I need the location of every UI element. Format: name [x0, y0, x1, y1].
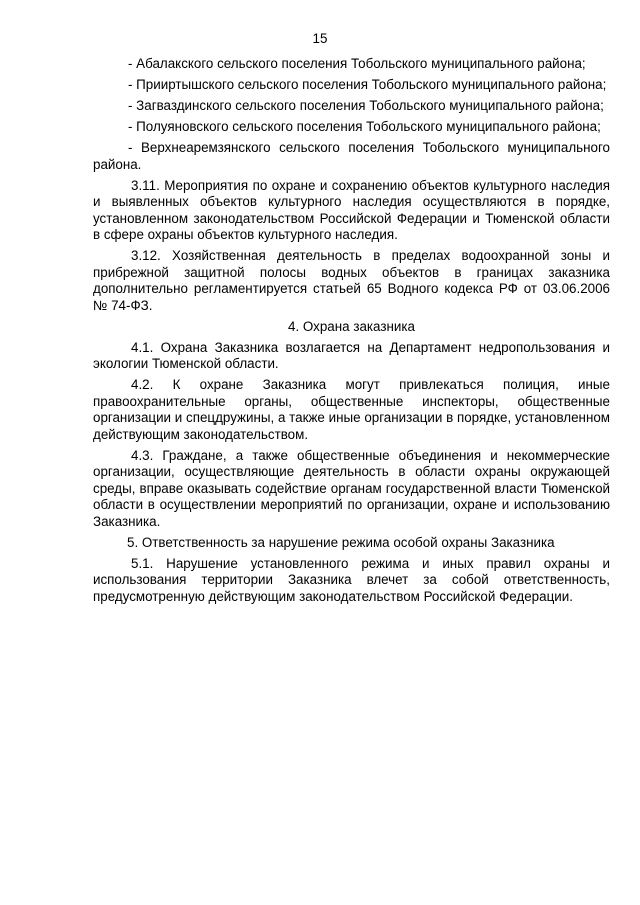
- document-body: [93, 56, 610, 610]
- paragraph-3-11: 3.11. Мероприятия по охране и сохранению объектов культурного наследия и выявленных объектов культурного наследия осуществляются в порядке, установленном законодательством Российской Федерации и Тюменской области в сфере охраны объектов культурного наследия.: [93, 177, 610, 242]
- paragraph-4-2: 4.2. К охране Заказника могут привлекаться полиция, иные правоохранительные органы, общественные инспекторы, общественные организации и спецдружины, а также иные организации в порядке, установленном действующим законодательством.: [93, 377, 610, 442]
- paragraph-3-12: 3.12. Хозяйственная деятельность в пределах водоохранной зоны и прибрежной защитной полосы водных объектов в границах заказника дополнительно регламентируется статьей 65 Водного кодекса РФ от 03.06.2006 № 74-ФЗ.: [93, 248, 610, 313]
- paragraph-5-1: 5.1. Нарушение установленного режима и иных правил охраны и использования территории Заказника влечет за собой ответственность, предусмотренную действующим законодательством Российской Федерации.: [93, 555, 610, 604]
- paragraph-4-3: 4.3. Граждане, а также общественные объединения и некоммерческие организации, осуществляющие деятельность в области охраны окружающей среды, вправе оказывать содействие органам государственной власти Тюменской области в осуществлении мероприятий по организации, охране и использованию Заказника.: [93, 447, 610, 529]
- page-number: 15: [312, 31, 328, 46]
- list-item-poluyanov: - Полуяновского сельского поселения Тобольского муниципального района;: [128, 119, 601, 134]
- paragraph-4-1: 4.1. Охрана Заказника возлагается на Департамент недропользования и экологии Тюменской области.: [93, 339, 610, 371]
- section-4-heading: 4. Охрана заказника: [288, 318, 415, 334]
- list-item-zagvazdin: - Загваздинского сельского поселения Тобольского муниципального района;: [128, 98, 604, 113]
- list-item-verkhnearemzyan: - Верхнеаремзянского сельского поселения Тобольского муниципального района.: [93, 140, 610, 172]
- section-5-heading: 5. Ответственность за нарушение режима особой охраны Заказника: [127, 534, 555, 550]
- list-item-abalak: - Абалакского сельского поселения Тобольского муниципального района;: [128, 56, 586, 71]
- list-item-priirtysh: - Прииртышского сельского поселения Тобольского муниципального района;: [128, 77, 607, 92]
